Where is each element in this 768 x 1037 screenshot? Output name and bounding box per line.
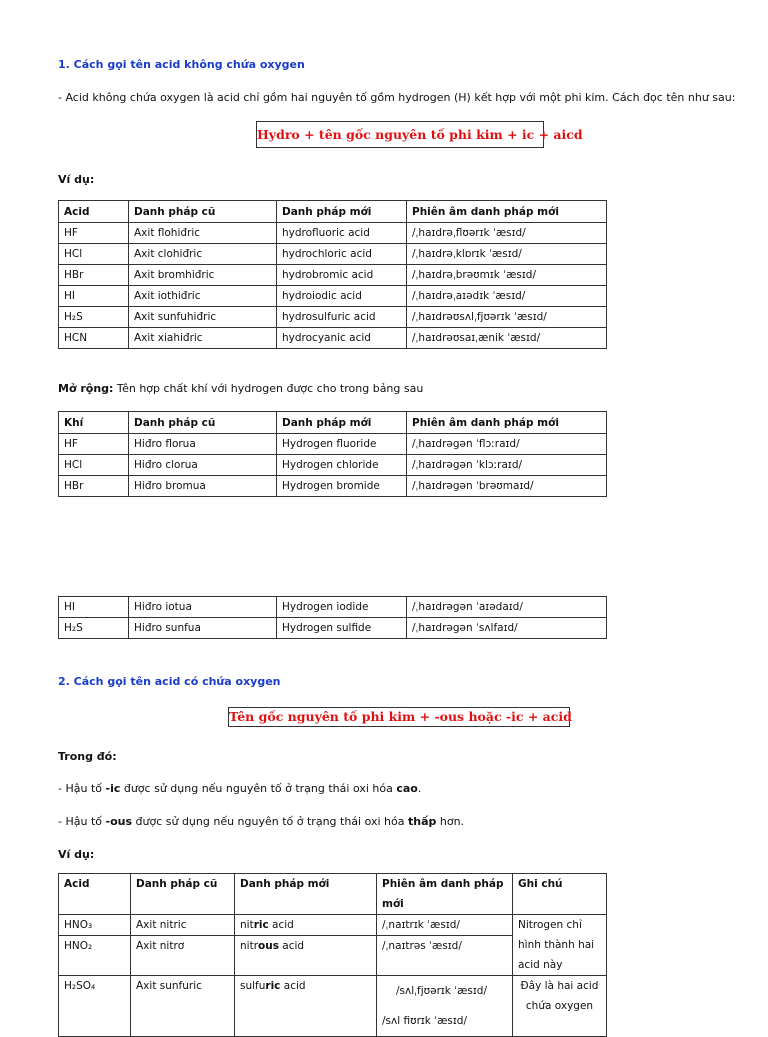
table-cell: /ˌhaɪdrəˌflʊərɪk ˈæsɪd/ xyxy=(407,223,607,244)
table-cell: Hydrogen chloride xyxy=(277,455,407,476)
table-cell: Axit nitrơ xyxy=(131,936,235,976)
phonetic-line: /sʌlˌfjʊərɪk ˈæsɪd/ xyxy=(396,985,487,997)
gas-table-continued xyxy=(58,596,607,639)
header-cell: Danh pháp mới xyxy=(277,412,407,434)
table-row xyxy=(59,597,607,618)
table-row xyxy=(59,476,607,497)
extend-note xyxy=(58,382,423,395)
table-cell: HBr xyxy=(59,265,129,286)
header-cell: Danh pháp cũ xyxy=(129,412,277,434)
table-cell: HF xyxy=(59,434,129,455)
table-cell: hydrochloric acid xyxy=(277,244,407,265)
table-cell: /ˌhaɪdrəˌklɒrɪk ˈæsɪd/ xyxy=(407,244,607,265)
header-cell: Phiên âm danh pháp mới xyxy=(407,412,607,434)
table-cell: HNO₂ xyxy=(59,936,131,976)
table-cell: /ˌhaɪdrəgən ˈflɔːraɪd/ xyxy=(407,434,607,455)
table-cell: Axit iothiđric xyxy=(129,286,277,307)
table-cell: /ˌnaɪtrəs ˈæsɪd/ xyxy=(377,936,513,976)
table-header-row xyxy=(59,412,607,434)
formula-box-1: Hydro + tên gốc nguyên tố phi kim + ic + aicd xyxy=(256,121,544,148)
table-cell-note: Nitrogen chỉ hình thành hai acid này xyxy=(513,915,607,976)
table-cell: /ˌhaɪdrəʊsaɪˌænik ˈæsɪd/ xyxy=(407,328,607,349)
table-cell: /ˌhaɪdrəgən ˈbrəʊmaɪd/ xyxy=(407,476,607,497)
name-root: sulfu xyxy=(240,980,266,992)
table-cell: hydrofluoric acid xyxy=(277,223,407,244)
ous-level: thấp xyxy=(408,815,437,828)
header-cell: Danh pháp cũ xyxy=(129,201,277,223)
table-cell: hydrobromic acid xyxy=(277,265,407,286)
table-header-row xyxy=(59,201,607,223)
table-cell: hydrocyanic acid xyxy=(277,328,407,349)
table-cell: Hiđro clorua xyxy=(129,455,277,476)
table-cell: H₂S xyxy=(59,307,129,328)
ous-rule-end: hơn. xyxy=(436,815,465,828)
acid-table xyxy=(58,200,607,349)
table-cell: Hydrogen sulfide xyxy=(277,618,407,639)
table-cell: Hydrogen fluoride xyxy=(277,434,407,455)
table-cell: H₂SO₄ xyxy=(59,976,131,1037)
header-cell: Danh pháp mới xyxy=(235,874,377,915)
ic-level: cao xyxy=(396,782,418,795)
table-cell: Axit bromhiđric xyxy=(129,265,277,286)
table-cell xyxy=(235,915,377,936)
header-cell: Danh pháp cũ xyxy=(131,874,235,915)
table-cell: Axit xiahiđric xyxy=(129,328,277,349)
table-cell: Axit sunfuric xyxy=(131,976,235,1037)
table-cell: Axit flohiđric xyxy=(129,223,277,244)
table-row xyxy=(59,328,607,349)
table-cell: Hydrogen iodide xyxy=(277,597,407,618)
name-root: nitr xyxy=(240,940,259,952)
ic-rule xyxy=(58,782,421,795)
header-cell: Acid xyxy=(59,874,131,915)
table-cell: Hiđro florua xyxy=(129,434,277,455)
table-cell: HI xyxy=(59,597,129,618)
table-cell: /ˌhaɪdrəgən ˈaɪədaɪd/ xyxy=(407,597,607,618)
table-row xyxy=(59,915,607,936)
header-cell: Ghi chú xyxy=(513,874,607,915)
section1-intro: - Acid không chứa oxygen là acid chỉ gồm hai nguyên tố gồm hydrogen (H) kết hợp với một phi kim. Cách đọc tên như sau: xyxy=(58,91,736,104)
table-header-row xyxy=(59,874,607,915)
ic-rule-end: . xyxy=(417,782,422,795)
table-row xyxy=(59,618,607,639)
section2-heading: 2. Cách gọi tên acid có chứa oxygen xyxy=(58,675,281,688)
table-cell: Axit nitric xyxy=(131,915,235,936)
header-cell: Khí xyxy=(59,412,129,434)
table-row xyxy=(59,244,607,265)
table-cell: HNO₃ xyxy=(59,915,131,936)
formula-box-2: Tên gốc nguyên tố phi kim + -ous hoặc -ic + acid xyxy=(228,707,570,727)
table-row xyxy=(59,976,607,1037)
table-row xyxy=(59,455,607,476)
table-cell: HF xyxy=(59,223,129,244)
table-cell: /ˌhaɪdrəˌbrəʊmɪk ˈæsɪd/ xyxy=(407,265,607,286)
table-cell: hydroiodic acid xyxy=(277,286,407,307)
table-cell: /ˌhaɪdrəgən ˈklɔːraɪd/ xyxy=(407,455,607,476)
example-label-2: Ví dụ: xyxy=(58,848,95,861)
table-cell xyxy=(377,976,513,1037)
name-end: acid xyxy=(278,940,305,952)
table-cell: H₂S xyxy=(59,618,129,639)
table-row xyxy=(59,265,607,286)
table-row xyxy=(59,223,607,244)
ous-rule-prefix: - Hậu tố xyxy=(58,815,106,828)
table-cell: Axit sunfuhiđric xyxy=(129,307,277,328)
extend-label: Mở rộng: xyxy=(58,382,114,395)
name-end: acid xyxy=(268,919,294,931)
gas-table xyxy=(58,411,607,497)
name-end: acid xyxy=(280,980,306,992)
phonetic-line: /sʌl fiʊrɪk ˈæsɪd/ xyxy=(382,1015,467,1027)
table-cell: Hiđro sunfua xyxy=(129,618,277,639)
name-suffix: ous xyxy=(258,940,279,952)
table-cell: HCl xyxy=(59,244,129,265)
ous-rule-text: được sử dụng nếu nguyên tố ở trạng thái oxi hóa xyxy=(132,815,408,828)
table-row xyxy=(59,307,607,328)
example-label-1: Ví dụ: xyxy=(58,173,95,186)
name-suffix: ric xyxy=(265,980,281,992)
table-cell: HI xyxy=(59,286,129,307)
table-cell: HBr xyxy=(59,476,129,497)
table-cell: /ˌhaɪdrəgən ˈsʌlfaɪd/ xyxy=(407,618,607,639)
where-label: Trong đó: xyxy=(58,750,117,763)
header-cell: Danh pháp mới xyxy=(277,201,407,223)
ous-rule xyxy=(58,815,464,828)
table-cell: HCl xyxy=(59,455,129,476)
table-row xyxy=(59,434,607,455)
name-root: nit xyxy=(240,919,254,931)
ic-rule-text: được sử dụng nếu nguyên tố ở trạng thái oxi hóa xyxy=(120,782,397,795)
table-cell: HCN xyxy=(59,328,129,349)
section1-heading: 1. Cách gọi tên acid không chứa oxygen xyxy=(58,58,305,71)
table-cell xyxy=(235,976,377,1037)
ic-rule-prefix: - Hậu tố xyxy=(58,782,106,795)
table-cell: Hydrogen bromide xyxy=(277,476,407,497)
table-cell: /ˌnaɪtrɪk ˈæsɪd/ xyxy=(377,915,513,936)
table-cell: Axit clohiđric xyxy=(129,244,277,265)
ous-suffix: -ous xyxy=(105,815,133,828)
table-cell xyxy=(235,936,377,976)
table-row xyxy=(59,286,607,307)
ic-suffix: -ic xyxy=(105,782,121,795)
header-cell: Phiên âm danh pháp mới xyxy=(377,874,513,915)
table-cell: hydrosulfuric acid xyxy=(277,307,407,328)
table-cell-note: Đây là hai acid chứa oxygen xyxy=(513,976,607,1037)
header-cell: Acid xyxy=(59,201,129,223)
table-cell: /ˌhaɪdrəʊsʌlˌfjʊərɪk ˈæsɪd/ xyxy=(407,307,607,328)
name-suffix: ric xyxy=(253,919,269,931)
extend-text: Tên hợp chất khí với hydrogen được cho trong bảng sau xyxy=(113,382,424,395)
table-cell: Hiđro bromua xyxy=(129,476,277,497)
oxy-acid-table xyxy=(58,873,607,1037)
table-cell: /ˌhaɪdrəˌaɪədɪk ˈæsɪd/ xyxy=(407,286,607,307)
table-cell: Hiđro iotua xyxy=(129,597,277,618)
header-cell: Phiên âm danh pháp mới xyxy=(407,201,607,223)
